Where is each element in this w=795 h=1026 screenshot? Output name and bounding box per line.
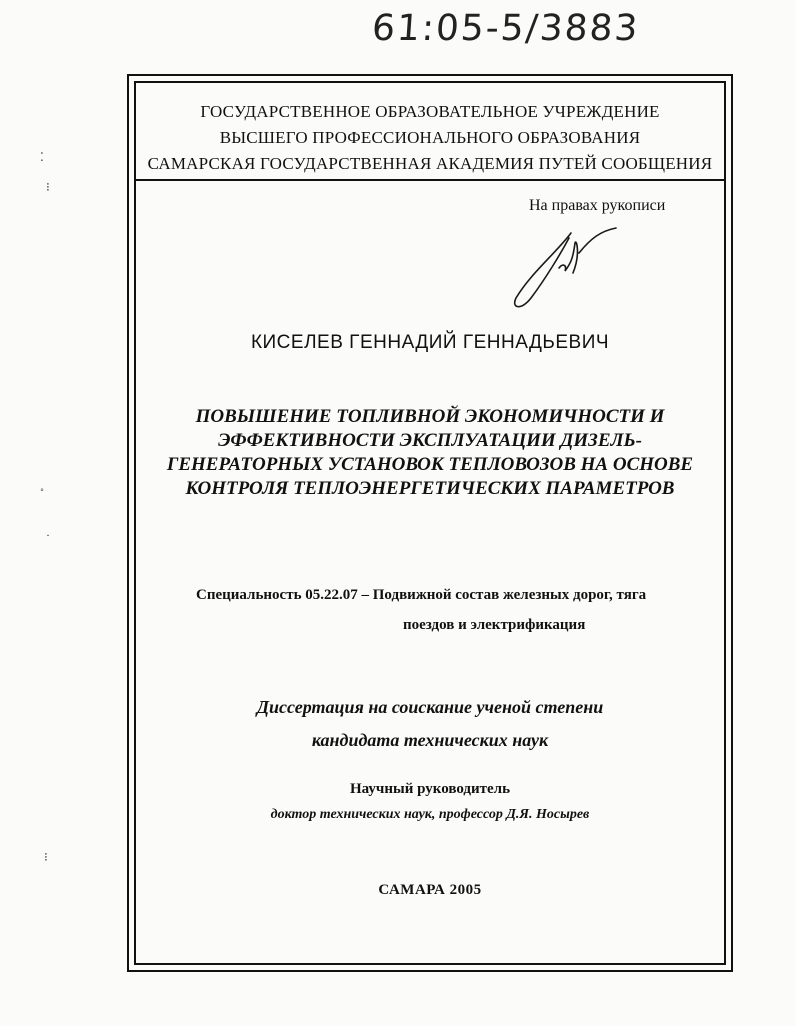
specialty-line: Специальность 05.22.07 – Подвижной состав железных дорог, тяга [196, 587, 647, 603]
title-line: ЭФФЕКТИВНОСТИ ЭКСПЛУАТАЦИИ ДИЗЕЛЬ- [218, 430, 642, 451]
author-name: КИСЕЛЕВ ГЕННАДИЙ ГЕННАДЬЕВИЧ [250, 332, 610, 353]
degree-line: кандидата технических наук [311, 730, 549, 750]
margin-speck-icon: ⁝ [44, 850, 48, 864]
rights-note: На правах рукописи [529, 197, 666, 214]
margin-speck-icon: ⁚ [40, 150, 44, 164]
title-line: КОНТРОЛЯ ТЕПЛОЭНЕРГЕТИЧЕСКИХ ПАРАМЕТРОВ [185, 478, 675, 499]
handwritten-archive-number: 61:05-5/3883 [370, 8, 641, 49]
title-page-frame [127, 74, 733, 972]
margin-speck-icon: · [46, 528, 50, 542]
specialty-line: поездов и электрификация [403, 617, 586, 633]
title-line: ПОВЫШЕНИЕ ТОПЛИВНОЙ ЭКОНОМИЧНОСТИ И [195, 406, 665, 427]
degree-statement [136, 691, 724, 757]
supervisor-label: Научный руководитель [350, 781, 510, 797]
dissertation-title [136, 405, 724, 501]
signature-icon [501, 213, 641, 313]
margin-speck-icon: ˚ [40, 486, 44, 500]
institution-line: ВЫСШЕГО ПРОФЕССИОНАЛЬНОГО ОБРАЗОВАНИЯ [219, 128, 641, 147]
institution-line: ГОСУДАРСТВЕННОЕ ОБРАЗОВАТЕЛЬНОЕ УЧРЕЖДЕНИЕ [200, 102, 660, 121]
degree-line: Диссертация на соискание ученой степени [256, 697, 604, 717]
institution-header [136, 99, 724, 177]
margin-speck-icon: ⁝ [46, 180, 50, 194]
title-page-inner-frame [134, 81, 726, 965]
city-year: САМАРА 2005 [378, 882, 482, 898]
header-divider [136, 179, 724, 181]
institution-line: САМАРСКАЯ ГОСУДАРСТВЕННАЯ АКАДЕМИЯ ПУТЕЙ СООБЩЕНИЯ [147, 154, 713, 173]
supervisor-name: доктор технических наук, профессор Д.Я. Носырев [270, 807, 590, 822]
specialty [196, 580, 736, 640]
title-line: ГЕНЕРАТОРНЫХ УСТАНОВОК ТЕПЛОВОЗОВ НА ОСНОВЕ [166, 454, 694, 475]
